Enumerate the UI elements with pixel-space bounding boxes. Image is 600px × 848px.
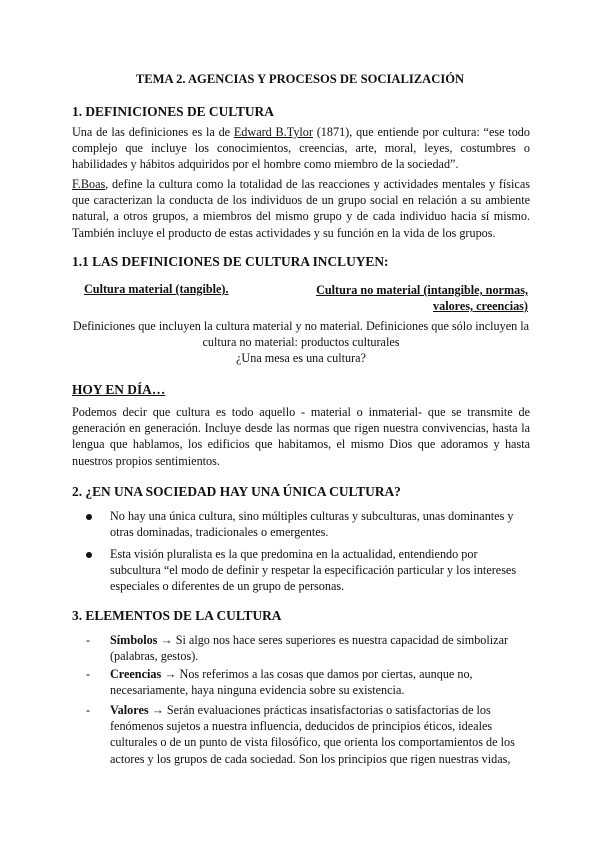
arrow-icon: → bbox=[164, 667, 177, 681]
definitions-line-2: cultura no material: productos culturales bbox=[202, 335, 400, 349]
section-2-heading: 2. ¿EN UNA SOCIEDAD HAY UNA ÚNICA CULTURA? bbox=[72, 484, 401, 499]
list-item-valores: - Valores → Serán evaluaciones prácticas insatisfactorias o satisfactorias de los fenómenos sujetos a nuestra influencia, deducidos de principios éticos, ideales culturales o de un punto de vista filosófico, que orienta los comportamientos de los actores y los grupos de cada sociedad. Son los principios que rigen nuestras vidas, bbox=[86, 703, 515, 766]
question-line: ¿Una mesa es una cultura? bbox=[236, 351, 366, 365]
hoy-paragraph: Podemos decir que cultura es todo aquello - material o inmaterial- que se transmite de generación en generación. Incluye desde las normas que rigen nuestra convivencias, hasta la lengua que hablamos, los edificios que habitamos, el mismo Dios que adoramos y hasta nuestros propios sentimientos. bbox=[72, 405, 530, 468]
dash-marker: - bbox=[86, 703, 91, 717]
list-item-simbolos: - Símbolos → Si algo nos hace seres superiores es nuestra capacidad de simbolizar (palabras, gestos). bbox=[86, 633, 509, 664]
material-culture-label: Cultura material (tangible). bbox=[84, 282, 229, 296]
bullet-dot-icon bbox=[86, 546, 92, 562]
boas-link[interactable]: F.Boas bbox=[72, 177, 106, 191]
bullet-item: Esta visión pluralista es la que predomina en la actualidad, entendiendo por subcultura “el modo de definir y respetar la especificación particular y los intereses especiales o diferentes de un grupo de personas. bbox=[86, 546, 530, 595]
section-3-heading: 3. ELEMENTOS DE LA CULTURA bbox=[72, 608, 282, 623]
arrow-icon: → bbox=[160, 633, 173, 647]
tylor-link[interactable]: Edward B.Tylor bbox=[233, 125, 313, 139]
paragraph-boas: F.Boas, define la cultura como la totalidad de las reacciones y actividades mentales y físicas que caracterizan la conducta de los individuos de un grupo social en relación a su ambiente natural, a otros grupos, a miembros del mismo grupo y de cada individuo hacia sí mismo. También incluye el producto de estas actividades y su función en la vida de los grupos. bbox=[72, 177, 530, 240]
dash-marker: - bbox=[86, 667, 91, 681]
definitions-line-1: Definiciones que incluyen la cultura material y no material. Definiciones que sólo incluyen la bbox=[72, 319, 530, 333]
hoy-en-dia-heading: HOY EN DÍA… bbox=[72, 382, 166, 397]
bullet-dot-icon bbox=[86, 508, 92, 524]
paragraph-tylor: Una de las definiciones es la de Edward B.Tylor (1871), que entiende por cultura: “ese todo complejo que incluye los conocimientos, creencias, arte, moral, leyes, costumbres o habilidades y hábitos adquiridos por el hombre como miembro de la sociedad”. bbox=[72, 125, 530, 172]
non-material-culture-label: Cultura no material (intangible, normas, valores, creencias) bbox=[316, 283, 528, 313]
dash-marker: - bbox=[86, 633, 91, 647]
arrow-icon: → bbox=[151, 703, 164, 717]
bullet-item: No hay una única cultura, sino múltiples culturas y subculturas, unas dominantes y otras dominadas, tradicionales o emergentes. bbox=[86, 508, 530, 540]
section-1-heading: 1. DEFINICIONES DE CULTURA bbox=[72, 104, 274, 119]
section-1-1-heading: 1.1 LAS DEFINICIONES DE CULTURA INCLUYEN: bbox=[72, 254, 389, 269]
page-title: TEMA 2. AGENCIAS Y PROCESOS DE SOCIALIZACIÓN bbox=[135, 72, 465, 86]
list-item-creencias: - Creencias → Nos referimos a las cosas que damos por ciertas, aunque no, necesariamente, haya ninguna evidencia sobre su existencia. bbox=[86, 667, 473, 698]
